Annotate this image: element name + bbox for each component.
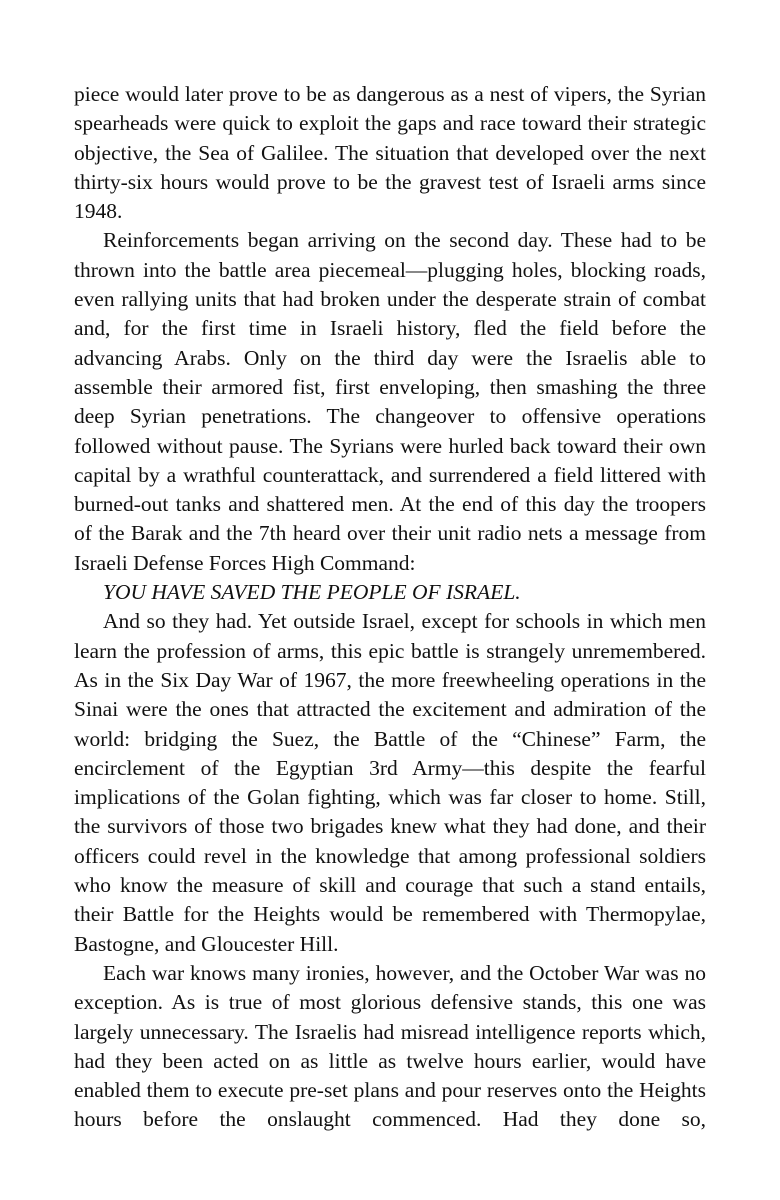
paragraph-message-quote: YOU HAVE SAVED THE PEOPLE OF ISRAEL. (103, 580, 521, 605)
paragraph-reinforcements: Reinforcements began arriving on the second day. These had to be thrown into the battle area piecemeal—plugging holes, blocking roads, even rallying units that had broken under the desperate strain of combat and, for the first time in Israeli history, fled the field before the advancing Arabs. Only on the third day were the Israelis able to assemble their armored fist, first enveloping, then smashing the three deep Syrian penetrations. The changeover to offensive operations followed without pause. The Syrians were hurled back toward their own capital by a wrathful counterattack, and surrendered a field littered with burned-out tanks and shattered men. At the end of this day the troopers of the Barak and the 7th heard over their unit radio nets a message from Israeli Defense Forces High Command: (74, 228, 706, 575)
book-page (74, 80, 706, 1135)
paragraph-continuation: piece would later prove to be as dangerous as a nest of vipers, the Syrian spearheads were quick to exploit the gaps and race toward their strategic objective, the Sea of Galilee. The situation that developed over the next thirty-six hours would prove to be the gravest test of Israeli arms since 1948. (74, 82, 706, 224)
paragraph-and-so-they-had: And so they had. Yet outside Israel, except for schools in which men learn the profession of arms, this epic battle is strangely unremembered. As in the Six Day War of 1967, the more freewheeling operations in the Sinai were the ones that attracted the excitement and admiration of the world: bridging the Suez, the Battle of the “Chinese” Farm, the encirclement of the Egyptian 3rd Army—this despite the fearful implications of the Golan fighting, which was far closer to home. Still, the survivors of those two brigades knew what they had done, and their officers could revel in the knowledge that among professional soldiers who know the measure of skill and courage that such a stand entails, their Battle for the Heights would be remembered with Thermopylae, Bastogne, and Gloucester Hill. (74, 609, 706, 956)
paragraph-ironies: Each war knows many ironies, however, and the October War was no exception. As is true of most glorious defensive stands, this one was largely unnecessary. The Israelis had misread intelligence reports which, had they been acted on as little as twelve hours earlier, would have enabled them to execute pre-set plans and pour reserves onto the Heights hours before the onslaught commenced. Had they done so, (74, 960, 706, 1132)
